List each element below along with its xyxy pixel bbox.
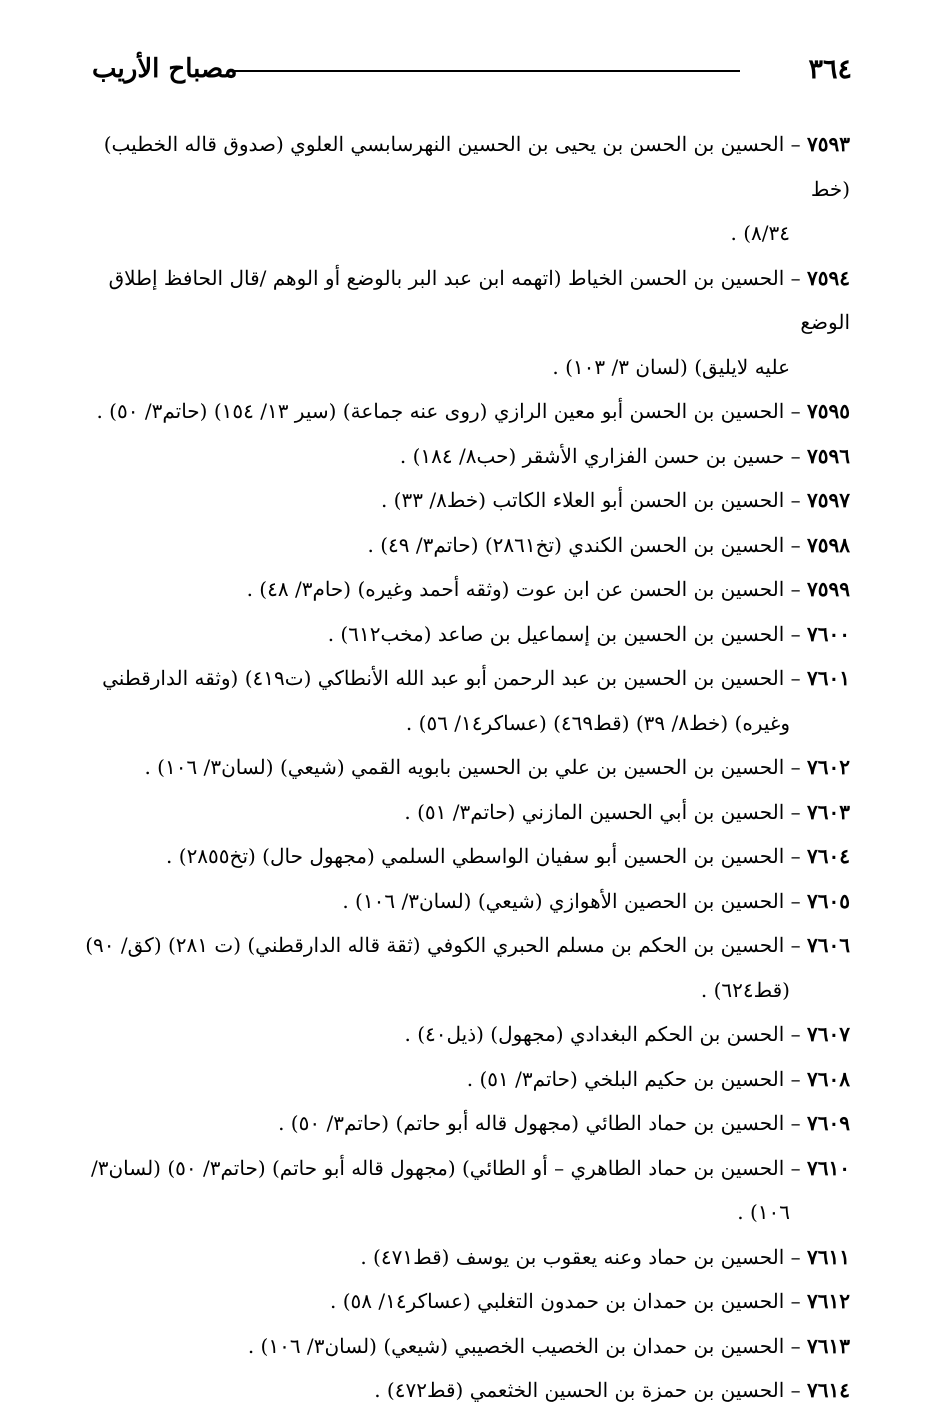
running-title: مصباح الأريب (92, 54, 238, 84)
entry-text: الحسين بن الحسين بن إسماعيل بن صاعد (مخب٦١٢) . (327, 621, 785, 646)
entry-number: ٧٥٩٥ (807, 399, 850, 423)
entry-text: الحسين بن الحسين أبو سفيان الواسطي السلمي (مجهول حال) (تخ٢٨٥٥) . (166, 844, 785, 868)
entry: ٧٥٩٥ – الحسين بن الحسن أبو معين الرازي (روى عنه جماعة) (سير ١٣/ ١٥٤) (حاتم٣/ ٥٠) . (96, 399, 850, 423)
entry: ٧٦١٤ – الحسين بن حمزة بن الحسين الخثعمي (قط٤٧٢) . (374, 1378, 850, 1402)
entry-number: ٧٦١٣ (807, 1333, 850, 1358)
entry-text: الحسين بن حمزة بن الحسين الخثعمي (قط٤٧٢) . (374, 1378, 785, 1402)
entry-continuation: (قط٦٢٤) . (700, 977, 790, 1002)
entry: ٧٦١٠ – الحسين بن حماد الطاهري – أو الطائي) (مجهول قاله أبو حاتم) (حاتم٣/ ٥٠) (لسان٣/ ١٠٦) . (80, 1146, 850, 1235)
entry-number: ٧٥٩٨ (807, 532, 850, 557)
entry: ٧٦٠٠ – الحسين بن الحسين بن إسماعيل بن صاعد (مخب٦١٢) . (327, 621, 850, 646)
entry-number: ٧٦٠٤ (807, 844, 850, 868)
entry-text: الحسين بن الحكم بن مسلم الحبري الكوفي (ثقة قاله الدارقطني) (ت ٢٨١) (كق/ ٩٠) (85, 933, 785, 957)
entry: ٧٦١١ – الحسين بن حماد وعنه يعقوب بن يوسف (قط٤٧١) . (360, 1244, 850, 1269)
entry: ٧٦٠٥ – الحسين بن الحصين الأهوازي (شيعي) (لسان٣/ ١٠٦) . (342, 888, 850, 913)
page-header (92, 52, 852, 92)
entry-number: ٧٥٩٧ (807, 488, 850, 512)
entry: ٧٥٩٦ – حسين بن حسن الفزاري الأشقر (حب٨/ ١٨٤) . (399, 443, 850, 468)
entry: ٧٦٠٧ – الحسن بن الحكم البغدادي (مجهول) (ذيل٤٠) . (404, 1022, 850, 1046)
entry-text: الحسين بن أبي الحسين المازني (حاتم٣/ ٥١) . (404, 799, 785, 824)
entry-text: حسين بن حسن الفزاري الأشقر (حب٨/ ١٨٤) . (399, 443, 785, 468)
entry-number: ٧٥٩٤ (807, 265, 850, 290)
entry-text: الحسين بن الحسين بن علي بن الحسين بابويه القمي (شيعي) (لسان٣/ ١٠٦) . (144, 755, 785, 779)
entry: ٧٦١٢ – الحسين بن حمدان بن حمدون التغلبي (عساكر١٤/ ٥٨) . (329, 1289, 850, 1313)
entry-number: ٧٦٠٠ (807, 621, 850, 646)
entry-continuation: وغيره) (خط٨/ ٣٩) (قط٤٦٩) (عساكر١٤/ ٥٦) . (405, 710, 790, 735)
entry: ٧٥٩٩ – الحسين بن الحسن عن ابن عوت (وثقه أحمد وغيره) (حام٣/ ٤٨) . (246, 577, 850, 601)
entry: ٧٥٩٣ – الحسين بن الحسن بن يحيى بن الحسين النهرسابسي العلوي (صدوق قاله الخطيب) (خط ٨/٣٤) . (80, 122, 850, 256)
entry-number: ٧٥٩٦ (807, 443, 850, 468)
entry: ٧٥٩٤ – الحسين بن الحسن الخياط (اتهمه ابن عبد البر بالوضع أو الوهم /قال الحافظ إطلاق الوضع عليه لايليق) (لسان ٣/ ١٠٣) . (80, 256, 850, 390)
entry-number: ٧٦٠٣ (807, 799, 850, 824)
entry-text: الحسين بن حمدان بن حمدون التغلبي (عساكر١٤/ ٥٨) . (329, 1289, 785, 1313)
entry: ٧٦٠٢ – الحسين بن الحسين بن علي بن الحسين بابويه القمي (شيعي) (لسان٣/ ١٠٦) . (144, 755, 850, 779)
entry: ٧٦٠٣ – الحسين بن أبي الحسين المازني (حاتم٣/ ٥١) . (404, 799, 850, 824)
entry-number: ٧٥٩٩ (807, 577, 850, 601)
page-number: ٣٦٤ (808, 54, 852, 85)
entry-text: الحسين بن حماد الطائي (مجهول قاله أبو حاتم) (حاتم٣/ ٥٠) . (278, 1111, 785, 1135)
entry-text: الحسين بن الحسين بن عبد الرحمن أبو عبد الله الأنطاكي (ت٤١٩) (وثقه الدارقطني (102, 666, 785, 690)
entry-continuation: ١٠٦) . (737, 1200, 790, 1224)
entry-text: الحسين بن حماد الطاهري – أو الطائي) (مجهول قاله أبو حاتم) (حاتم٣/ ٥٠) (لسان٣/ (90, 1155, 785, 1180)
entry-number: ٧٦١٤ (807, 1378, 850, 1402)
entry-text: الحسين بن حكيم البلخي (حاتم٣/ ٥١) . (466, 1066, 785, 1091)
entry-number: ٧٦٠٨ (807, 1066, 850, 1091)
entry-number: ٧٦١١ (807, 1244, 850, 1269)
entry-text: الحسين بن الحسن الكندي (تخ٢٨٦١) (حاتم٣/ ٤٩) . (367, 532, 785, 557)
entry-text: الحسين بن الحسن أبو معين الرازي (روى عنه جماعة) (سير ١٣/ ١٥٤) (حاتم٣/ ٥٠) . (96, 399, 785, 423)
entry-number: ٧٥٩٣ (807, 132, 850, 156)
entry: ٧٦٠٦ – الحسين بن الحكم بن مسلم الحبري الكوفي (ثقة قاله الدارقطني) (ت ٢٨١) (كق/ ٩٠) (قط٦٢٤) . (80, 923, 850, 1012)
entry: ٧٥٩٨ – الحسين بن الحسن الكندي (تخ٢٨٦١) (حاتم٣/ ٤٩) . (367, 532, 850, 557)
entry-number: ٧٦٠٦ (807, 933, 850, 957)
entry: ٧٦١٣ – الحسين بن حمدان بن الخصيب الخصيبي (شيعي) (لسان٣/ ١٠٦) . (247, 1333, 850, 1358)
entry: ٧٦٠٩ – الحسين بن حماد الطائي (مجهول قاله أبو حاتم) (حاتم٣/ ٥٠) . (278, 1111, 850, 1135)
entry-number: ٧٦٠١ (807, 666, 850, 690)
entry-number: ٧٦١٠ (807, 1155, 850, 1180)
entry-number: ٧٦٠٥ (807, 888, 850, 913)
entry-number: ٧٦٠٢ (807, 755, 850, 779)
entry-text: الحسين بن حمدان بن الخصيب الخصيبي (شيعي) (لسان٣/ ١٠٦) . (247, 1333, 785, 1358)
entry-text: الحسين بن الحسن أبو العلاء الكاتب (خط٨/ ٣٣) . (380, 488, 785, 512)
entry-number: ٧٦١٢ (807, 1289, 850, 1313)
entry: ٧٦٠٨ – الحسين بن حكيم البلخي (حاتم٣/ ٥١) . (466, 1066, 850, 1091)
entry-text: الحسين بن حماد وعنه يعقوب بن يوسف (قط٤٧١) . (360, 1244, 785, 1269)
entry-text: الحسين بن الحصين الأهوازي (شيعي) (لسان٣/ ١٠٦) . (342, 888, 785, 913)
entry-number: ٧٦٠٧ (807, 1022, 850, 1046)
entry-continuation: عليه لايليق) (لسان ٣/ ١٠٣) . (552, 354, 790, 379)
entries-list (80, 122, 850, 1413)
entry-text: الحسين بن الحسن الخياط (اتهمه ابن عبد البر بالوضع أو الوهم /قال الحافظ إطلاق الوضع (108, 265, 850, 334)
entry: ٧٥٩٧ – الحسين بن الحسن أبو العلاء الكاتب (خط٨/ ٣٣) . (380, 488, 850, 512)
header-rule (228, 70, 740, 72)
entry: ٧٦٠٤ – الحسين بن الحسين أبو سفيان الواسطي السلمي (مجهول حال) (تخ٢٨٥٥) . (166, 844, 850, 868)
entry-text: الحسن بن الحكم البغدادي (مجهول) (ذيل٤٠) . (404, 1022, 785, 1046)
entry-continuation: ٨/٣٤) . (730, 221, 790, 245)
entry-text: الحسين بن الحسن عن ابن عوت (وثقه أحمد وغيره) (حام٣/ ٤٨) . (246, 577, 785, 601)
entry-number: ٧٦٠٩ (807, 1111, 850, 1135)
entry-text: الحسين بن الحسن بن يحيى بن الحسين النهرسابسي العلوي (صدوق قاله الخطيب) (خط (103, 132, 850, 201)
entry: ٧٦٠١ – الحسين بن الحسين بن عبد الرحمن أبو عبد الله الأنطاكي (ت٤١٩) (وثقه الدارقطني وغيره) (خط٨/ ٣٩) (قط٤٦٩) (عساكر١٤/ ٥٦) . (80, 656, 850, 745)
